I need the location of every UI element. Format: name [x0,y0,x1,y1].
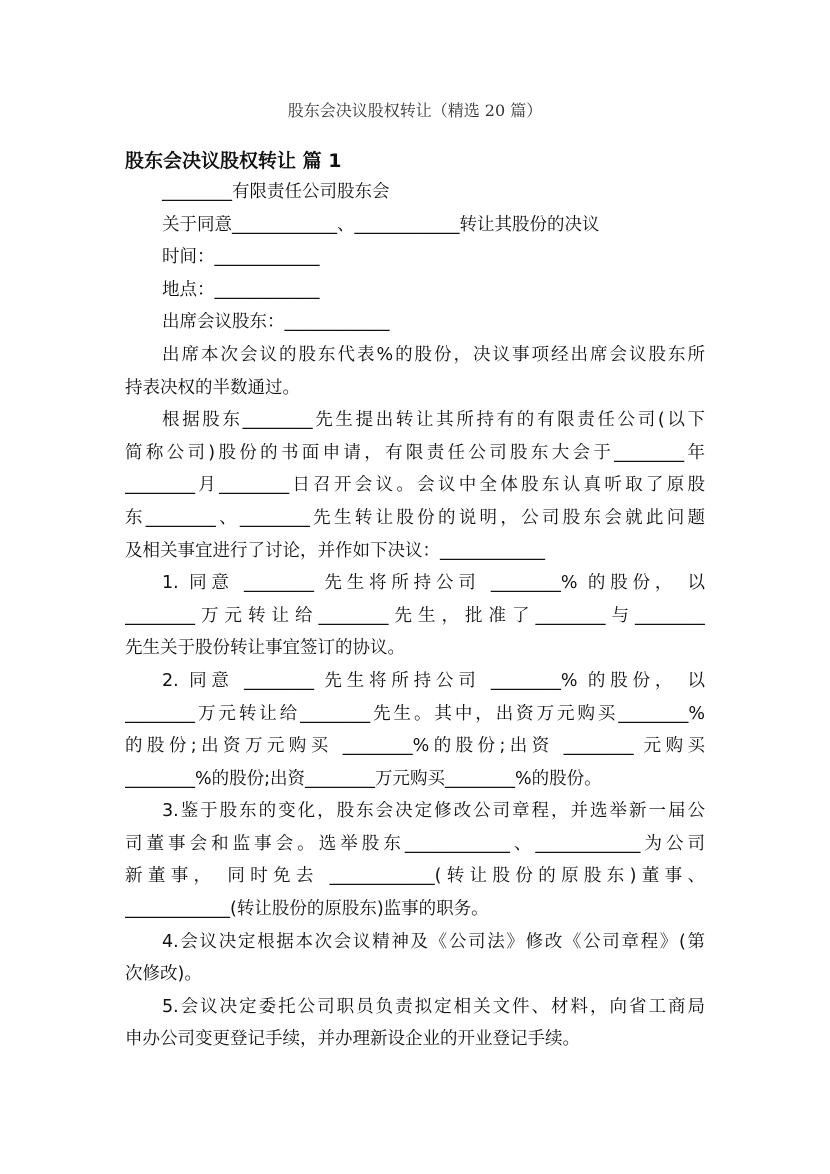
text-line: ________%的股份;出资________万元购买________%的股份。 [125,768,602,789]
document-body [125,176,705,1056]
text-line: 申办公司变更登记手续，并办理新设企业的开业登记手续。 [125,1029,580,1050]
text-line: ________万元转让给________先生。其中，出资万元购买________% [125,703,705,724]
text-line: 出席本次会议的股东代表%的股份，决议事项经出席会议股东所 [162,344,705,365]
text-line: 4.会议决定根据本次会议精神及《公司法》修改《公司章程》(第 [162,931,705,952]
text-line: 时间：____________ [162,247,320,268]
text-line: 出席会议股东：____________ [162,312,390,333]
text-line: ____________(转让股份的原股东)监事的职务。 [125,899,489,920]
text-line: 新董事， 同时免去 ____________(转让股份的原股东)董事、 [125,866,705,887]
text-line: 3.鉴于股东的变化，股东会决定修改公司章程，并选举新一届公 [162,801,705,822]
text-line: 先生关于股份转让事宜签订的协议。 [125,638,405,659]
text-line: 2. 同意 ________ 先生将所持公司 ________% 的股份， 以 [162,670,705,691]
text-line: 司董事会和监事会。选举股东____________、____________为公司 [125,833,705,854]
section-heading: 股东会决议股权转让 篇 1 [125,150,342,172]
text-line: 1. 同意 ________ 先生将所持公司 ________% 的股份， 以 [162,573,705,594]
text-line: 简称公司)股份的书面申请，有限责任公司股东大会于________年 [125,442,705,463]
text-line: 次修改)。 [125,964,202,985]
text-line: 东________、________先生转让股份的说明，公司股东会就此问题 [125,507,705,528]
text-line: 的股份;出资万元购买 ________%的股份;出资 ________ 元购买 [125,736,705,757]
text-line: 地点：____________ [162,279,320,300]
text-line: 根据股东________先生提出转让其所持有的有限责任公司(以下 [162,410,705,431]
document-title: 股东会决议股权转让（精选 20 篇） [287,101,543,120]
text-line: ________万元转让给________先生，批准了________与________ [125,605,705,626]
text-line: 持表决权的半数通过。 [125,377,300,398]
text-line: 关于同意____________、____________转让其股份的决议 [162,214,600,235]
text-line: 及相关事宜进行了讨论，并作如下决议：____________ [125,540,545,561]
text-line: 5.会议决定委托公司职员负责拟定相关文件、材料，向省工商局 [162,996,705,1017]
text-line: ________有限责任公司股东会 [162,182,390,202]
text-line: ________月________日召开会议。会议中全体股东认真听取了原股 [125,475,705,496]
